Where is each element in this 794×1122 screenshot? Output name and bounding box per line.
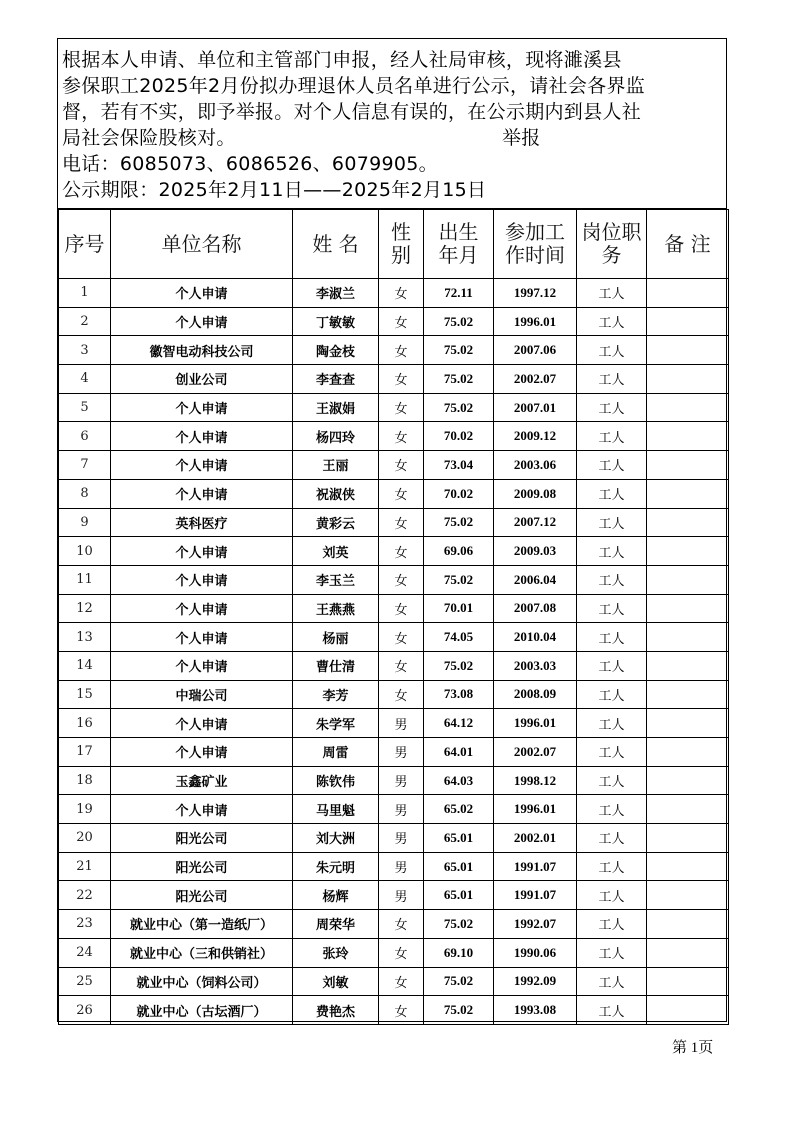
row-unit: 个人申请 (111, 422, 293, 451)
row-remark (647, 795, 729, 824)
row-work-start: 2009.08 (494, 479, 577, 508)
row-gender: 女 (379, 508, 424, 537)
row-remark (647, 307, 729, 336)
row-birth: 64.03 (424, 766, 494, 795)
row-index: 13 (59, 623, 111, 652)
row-unit: 个人申请 (111, 307, 293, 336)
row-work-start: 2007.12 (494, 508, 577, 537)
table-row (59, 422, 729, 451)
row-remark (647, 766, 729, 795)
row-post: 工人 (577, 881, 647, 910)
row-post: 工人 (577, 307, 647, 336)
row-post: 工人 (577, 594, 647, 623)
row-remark (647, 651, 729, 680)
row-gender: 女 (379, 910, 424, 939)
row-name: 祝淑侠 (293, 479, 379, 508)
table-row (59, 279, 729, 308)
row-gender: 男 (379, 852, 424, 881)
row-index: 15 (59, 680, 111, 709)
notice-line: 根据本人申请、单位和主管部门申报，经人社局审核，现将濉溪县 (62, 49, 622, 71)
row-index: 19 (59, 795, 111, 824)
row-work-start: 1996.01 (494, 795, 577, 824)
row-remark (647, 279, 729, 308)
table-row (59, 680, 729, 709)
row-work-start: 2003.06 (494, 451, 577, 480)
row-index: 22 (59, 881, 111, 910)
row-birth: 75.02 (424, 365, 494, 394)
row-post: 工人 (577, 910, 647, 939)
row-remark (647, 479, 729, 508)
row-gender: 女 (379, 393, 424, 422)
row-gender: 女 (379, 451, 424, 480)
row-remark (647, 938, 729, 967)
row-birth: 75.02 (424, 651, 494, 680)
row-birth: 75.02 (424, 967, 494, 996)
row-work-start: 1992.07 (494, 910, 577, 939)
table-row (59, 365, 729, 394)
page-number: 第 1页 (672, 1040, 714, 1056)
row-birth: 75.02 (424, 910, 494, 939)
row-name: 黄彩云 (293, 508, 379, 537)
table-row (59, 508, 729, 537)
row-post: 工人 (577, 393, 647, 422)
row-index: 18 (59, 766, 111, 795)
row-name: 周荣华 (293, 910, 379, 939)
row-work-start: 1998.12 (494, 766, 577, 795)
table-row (59, 336, 729, 365)
header-name: 姓 名 (293, 210, 379, 279)
row-gender: 男 (379, 738, 424, 767)
row-name: 李淑兰 (293, 279, 379, 308)
table-row (59, 852, 729, 881)
row-work-start: 2003.03 (494, 651, 577, 680)
row-post: 工人 (577, 852, 647, 881)
notice-line: 参保职工2025年2月份拟办理退休人员名单进行公示，请社会各界监 (62, 75, 646, 97)
row-work-start: 1993.08 (494, 996, 577, 1025)
row-birth: 75.02 (424, 508, 494, 537)
table-row (59, 651, 729, 680)
row-post: 工人 (577, 680, 647, 709)
row-unit: 个人申请 (111, 393, 293, 422)
row-birth: 65.01 (424, 881, 494, 910)
table-row (59, 967, 729, 996)
row-name: 张玲 (293, 938, 379, 967)
row-name: 李玉兰 (293, 565, 379, 594)
row-index: 17 (59, 738, 111, 767)
row-work-start: 2010.04 (494, 623, 577, 652)
row-work-start: 1996.01 (494, 709, 577, 738)
row-gender: 女 (379, 680, 424, 709)
row-birth: 75.02 (424, 393, 494, 422)
notice-sheet (57, 38, 727, 1022)
row-index: 4 (59, 365, 111, 394)
row-name: 李查查 (293, 365, 379, 394)
row-remark (647, 422, 729, 451)
retiree-roster-table (58, 209, 729, 1025)
row-post: 工人 (577, 938, 647, 967)
table-row (59, 479, 729, 508)
table-row (59, 996, 729, 1025)
row-post: 工人 (577, 279, 647, 308)
row-remark (647, 852, 729, 881)
table-row (59, 910, 729, 939)
row-remark (647, 565, 729, 594)
notice-line: 局社会保险股核对。 举报 (62, 127, 541, 149)
report-phone-line: 电话：6085073、6086526、6079905。 (62, 153, 438, 175)
row-name: 丁敏敏 (293, 307, 379, 336)
row-remark (647, 967, 729, 996)
row-index: 21 (59, 852, 111, 881)
row-remark (647, 393, 729, 422)
row-index: 25 (59, 967, 111, 996)
row-index: 1 (59, 279, 111, 308)
header-gender (379, 210, 424, 279)
row-post: 工人 (577, 508, 647, 537)
row-remark (647, 824, 729, 853)
row-post: 工人 (577, 967, 647, 996)
row-work-start: 2008.09 (494, 680, 577, 709)
row-work-start: 2002.01 (494, 824, 577, 853)
row-unit: 创业公司 (111, 365, 293, 394)
table-row (59, 623, 729, 652)
row-remark (647, 365, 729, 394)
row-name: 周雷 (293, 738, 379, 767)
row-unit: 个人申请 (111, 651, 293, 680)
row-birth: 69.06 (424, 537, 494, 566)
row-name: 陈钦伟 (293, 766, 379, 795)
row-work-start: 2007.08 (494, 594, 577, 623)
row-remark (647, 623, 729, 652)
row-gender: 女 (379, 938, 424, 967)
row-unit: 就业中心（第一造纸厂） (111, 910, 293, 939)
row-work-start: 2007.06 (494, 336, 577, 365)
row-birth: 74.05 (424, 623, 494, 652)
row-work-start: 2009.12 (494, 422, 577, 451)
table-row (59, 824, 729, 853)
row-birth: 70.02 (424, 479, 494, 508)
row-name: 曹仕清 (293, 651, 379, 680)
row-post: 工人 (577, 623, 647, 652)
table-row (59, 766, 729, 795)
row-index: 11 (59, 565, 111, 594)
row-unit: 英科医疗 (111, 508, 293, 537)
row-gender: 女 (379, 967, 424, 996)
row-work-start: 2002.07 (494, 738, 577, 767)
row-remark (647, 996, 729, 1025)
row-post: 工人 (577, 537, 647, 566)
row-name: 朱学军 (293, 709, 379, 738)
header-index: 序号 (59, 210, 111, 279)
row-index: 10 (59, 537, 111, 566)
row-work-start: 2007.01 (494, 393, 577, 422)
row-birth: 75.02 (424, 565, 494, 594)
row-gender: 女 (379, 623, 424, 652)
row-birth: 64.12 (424, 709, 494, 738)
row-birth: 69.10 (424, 938, 494, 967)
table-body (59, 279, 729, 1025)
row-gender: 女 (379, 537, 424, 566)
row-name: 刘敏 (293, 967, 379, 996)
row-name: 朱元明 (293, 852, 379, 881)
row-gender: 女 (379, 565, 424, 594)
row-post: 工人 (577, 738, 647, 767)
row-index: 12 (59, 594, 111, 623)
row-post: 工人 (577, 824, 647, 853)
publicity-period-line: 公示期限：2025年2月11日——2025年2月15日 (62, 179, 487, 201)
row-birth: 75.02 (424, 307, 494, 336)
row-post: 工人 (577, 479, 647, 508)
row-gender: 女 (379, 651, 424, 680)
table-row (59, 307, 729, 336)
row-unit: 阳光公司 (111, 881, 293, 910)
table-row (59, 594, 729, 623)
row-post: 工人 (577, 709, 647, 738)
row-remark (647, 881, 729, 910)
row-work-start: 1991.07 (494, 852, 577, 881)
notice-line: 督，若有不实，即予举报。对个人信息有误的，在公示期内到县人社 (62, 101, 642, 123)
row-index: 7 (59, 451, 111, 480)
row-remark (647, 910, 729, 939)
row-post: 工人 (577, 651, 647, 680)
table-row (59, 565, 729, 594)
table-row (59, 795, 729, 824)
row-index: 5 (59, 393, 111, 422)
row-index: 16 (59, 709, 111, 738)
row-birth: 70.02 (424, 422, 494, 451)
row-remark (647, 508, 729, 537)
row-post: 工人 (577, 766, 647, 795)
row-remark (647, 594, 729, 623)
row-remark (647, 537, 729, 566)
row-gender: 女 (379, 479, 424, 508)
row-index: 23 (59, 910, 111, 939)
row-index: 20 (59, 824, 111, 853)
row-unit: 个人申请 (111, 594, 293, 623)
row-work-start: 1997.12 (494, 279, 577, 308)
notice-text-block (58, 39, 726, 209)
row-gender: 女 (379, 279, 424, 308)
header-birth-label: 出生年月 (438, 220, 479, 267)
row-gender: 男 (379, 824, 424, 853)
row-gender: 男 (379, 766, 424, 795)
row-unit: 中瑞公司 (111, 680, 293, 709)
row-birth: 75.02 (424, 996, 494, 1025)
row-work-start: 1990.06 (494, 938, 577, 967)
row-name: 王丽 (293, 451, 379, 480)
table-header-row (59, 210, 729, 279)
row-name: 马里魁 (293, 795, 379, 824)
row-gender: 女 (379, 307, 424, 336)
row-gender: 女 (379, 996, 424, 1025)
row-post: 工人 (577, 565, 647, 594)
header-work-start-label: 参加工作时间 (505, 220, 565, 267)
row-birth: 65.01 (424, 852, 494, 881)
row-name: 刘大洲 (293, 824, 379, 853)
row-index: 9 (59, 508, 111, 537)
header-unit: 单位名称 (111, 210, 293, 279)
row-unit: 个人申请 (111, 709, 293, 738)
row-gender: 男 (379, 795, 424, 824)
row-gender: 女 (379, 594, 424, 623)
row-remark (647, 680, 729, 709)
row-work-start: 2006.04 (494, 565, 577, 594)
row-work-start: 1991.07 (494, 881, 577, 910)
row-post: 工人 (577, 451, 647, 480)
row-post: 工人 (577, 422, 647, 451)
row-name: 王燕燕 (293, 594, 379, 623)
row-work-start: 1992.09 (494, 967, 577, 996)
row-name: 杨丽 (293, 623, 379, 652)
row-post: 工人 (577, 336, 647, 365)
table-row (59, 938, 729, 967)
row-index: 3 (59, 336, 111, 365)
row-post: 工人 (577, 996, 647, 1025)
row-unit: 个人申请 (111, 795, 293, 824)
row-unit: 个人申请 (111, 738, 293, 767)
table-row (59, 881, 729, 910)
header-post-label: 岗位职务 (581, 220, 642, 267)
row-index: 14 (59, 651, 111, 680)
row-name: 刘英 (293, 537, 379, 566)
header-post (577, 210, 647, 279)
row-gender: 男 (379, 709, 424, 738)
row-remark (647, 709, 729, 738)
row-birth: 70.01 (424, 594, 494, 623)
table-row (59, 393, 729, 422)
row-work-start: 1996.01 (494, 307, 577, 336)
row-name: 杨四玲 (293, 422, 379, 451)
row-remark (647, 451, 729, 480)
row-post: 工人 (577, 795, 647, 824)
header-remark: 备 注 (647, 210, 729, 279)
row-unit: 个人申请 (111, 623, 293, 652)
row-unit: 阳光公司 (111, 852, 293, 881)
table-row (59, 709, 729, 738)
row-work-start: 2009.03 (494, 537, 577, 566)
header-gender-label: 性别 (391, 220, 411, 267)
row-unit: 个人申请 (111, 451, 293, 480)
row-unit: 阳光公司 (111, 824, 293, 853)
row-name: 费艳杰 (293, 996, 379, 1025)
row-unit: 就业中心（三和供销社） (111, 938, 293, 967)
row-unit: 就业中心（饲料公司） (111, 967, 293, 996)
row-name: 李芳 (293, 680, 379, 709)
row-name: 陶金枝 (293, 336, 379, 365)
row-unit: 个人申请 (111, 565, 293, 594)
row-gender: 女 (379, 422, 424, 451)
row-unit: 就业中心（古坛酒厂） (111, 996, 293, 1025)
row-unit: 玉鑫矿业 (111, 766, 293, 795)
table-row (59, 451, 729, 480)
row-unit: 个人申请 (111, 537, 293, 566)
table-row (59, 537, 729, 566)
row-name: 杨辉 (293, 881, 379, 910)
row-birth: 64.01 (424, 738, 494, 767)
row-name: 王淑娟 (293, 393, 379, 422)
header-work-start (494, 210, 577, 279)
row-unit: 徽智电动科技公司 (111, 336, 293, 365)
row-birth: 73.08 (424, 680, 494, 709)
row-index: 24 (59, 938, 111, 967)
header-birth (424, 210, 494, 279)
row-remark (647, 738, 729, 767)
row-birth: 65.02 (424, 795, 494, 824)
row-index: 6 (59, 422, 111, 451)
row-index: 26 (59, 996, 111, 1025)
table-row (59, 738, 729, 767)
row-unit: 个人申请 (111, 479, 293, 508)
row-work-start: 2002.07 (494, 365, 577, 394)
row-post: 工人 (577, 365, 647, 394)
row-remark (647, 336, 729, 365)
row-birth: 65.01 (424, 824, 494, 853)
row-gender: 男 (379, 881, 424, 910)
row-gender: 女 (379, 365, 424, 394)
row-unit: 个人申请 (111, 279, 293, 308)
row-birth: 72.11 (424, 279, 494, 308)
row-birth: 75.02 (424, 336, 494, 365)
row-gender: 女 (379, 336, 424, 365)
row-index: 2 (59, 307, 111, 336)
row-birth: 73.04 (424, 451, 494, 480)
row-index: 8 (59, 479, 111, 508)
